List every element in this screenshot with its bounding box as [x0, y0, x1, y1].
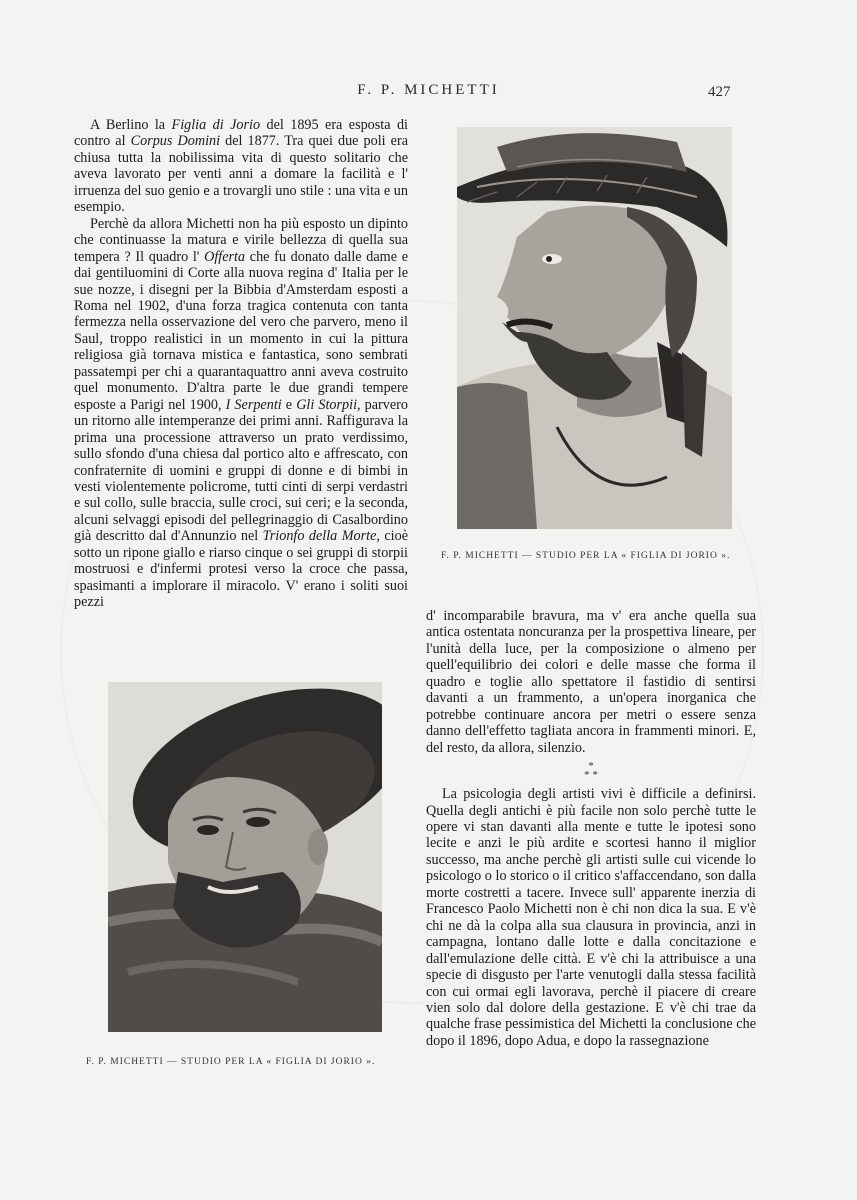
figure-profile-study — [457, 127, 732, 529]
portrait-profile-illustration — [457, 127, 732, 529]
paragraph: d' incomparabile bravura, ma v' era anche quella sua antica ostentata noncuranza per la prospettiva lineare, per l'unità della luce, per la composizione o almeno per quell'equilibrio dei colori e delle masse che forma il quadro e toglie allo spettatore il fastidio di sentirsi davanti a un frammento, a un'opera inorganica che potrebbe continuare ancora per metri o essere senza danno dell'effetto tagliata ancora in frammenti minori. E, del resto, da allora, silenzio. — [426, 608, 756, 756]
left-column — [74, 117, 408, 611]
paragraph: A Berlino la Figlia di Jorio del 1895 era esposta di contro al Corpus Domini del 1877. Tra quei due poli era chiusa tutta la nobilissima vita di questo solitario che aveva lavorato per venti anni a domare la facilità e l' irruenza del suo genio e a trovargli uno stile : una vita e un esempio. — [74, 117, 408, 216]
figure-caption: F. P. MICHETTI — STUDIO PER LA « FIGLIA DI JORIO ». — [86, 1057, 376, 1067]
paragraph: La psicologia degli artisti vivi è difficile a definirsi. Quella degli antichi è più facile non solo perchè tutte le opere vi stan davanti alla mente e tutte le ipotesi sono lecite e anzi le più ardite e scortesi hanno il miglior successo, ma anche perchè gli artisti sulle cui vicende lo psicologo o lo storico o il critico s'affaccendano, son dalla morte costretti a tacere. Invece sull' apparente inerzia di Francesco Paolo Michetti non è chi non dica la sua. E v'è chi ne dà la colpa alla sua clausura in provincia, anzi in campagna, lontano dalle lotte e dalla concitazione e dall'emulazione delle città. E v'è chi la attribuisce a una specie di disgusto per l'arte venutogli dalla stessa facilità con cui ormai egli lavorava, perchè il piacere di creare vien solo dal dolore della gestazione. E v'è chi trae da qualche frase pessimistica del Michetti la conclusione che dopo il 1896, dopo Adua, e dopo la rassegnazione — [426, 786, 756, 1049]
figure-frontal-study — [108, 682, 382, 1032]
portrait-frontal-illustration — [108, 682, 382, 1032]
section-asterism: * * * — [584, 760, 598, 782]
right-column — [426, 608, 756, 1049]
running-header-title: F. P. MICHETTI — [357, 82, 500, 98]
figure-caption: F. P. MICHETTI — STUDIO PER LA « FIGLIA DI JORIO ». — [441, 551, 731, 561]
page-number: 427 — [708, 84, 731, 100]
paragraph: Perchè da allora Michetti non ha più esposto un dipinto che continuasse la matura e virile bellezza di quella sua tempera ? Il quadro l' Offerta che fu donato dalle dame e dai gentiluomini di Corte alla nuova regina d' Italia per le sue nozze, i disegni per la Bibbia d'Amsterdam esposti a Roma nel 1902, d'una forza tragica contenuta con tanta fermezza nella osservazione del vero che parvero, meno il Saul, troppo realistici in un momento in cui la pittura religiosa già tornava mistica e fantastica, sono sembrati passatempi per chi a quarantaquattro anni aveva costruito quel monumento. D'altra parte le due grandi tempere esposte a Parigi nel 1900, I Serpenti e Gli Storpii, parvero un ritorno alle intemperanze dei primi anni. Raffigurava la prima una processione attraverso un prato verdissimo, sullo sfondo d'una chiesa dal portico alto e affrescato, con confraternite di uomini e gruppi di donne e di bimbi in vesti violentemente policrome, tutti cinti di serpi verdastri e sul collo, sulle braccia, sulle croci, sui ceri; e la seconda, alcuni selvaggi episodi del pellegrinaggio di Casalbordino già descritto dal d'Annunzio nel Trionfo della Morte, cioè sotto un ripone giallo e riarso cinque o sei gruppi di storpii mostruosi e d'infermi protesi verso la croce che passa, spasimanti a implorare il miracolo. V' erano i soliti suoi pezzi — [74, 215, 409, 611]
